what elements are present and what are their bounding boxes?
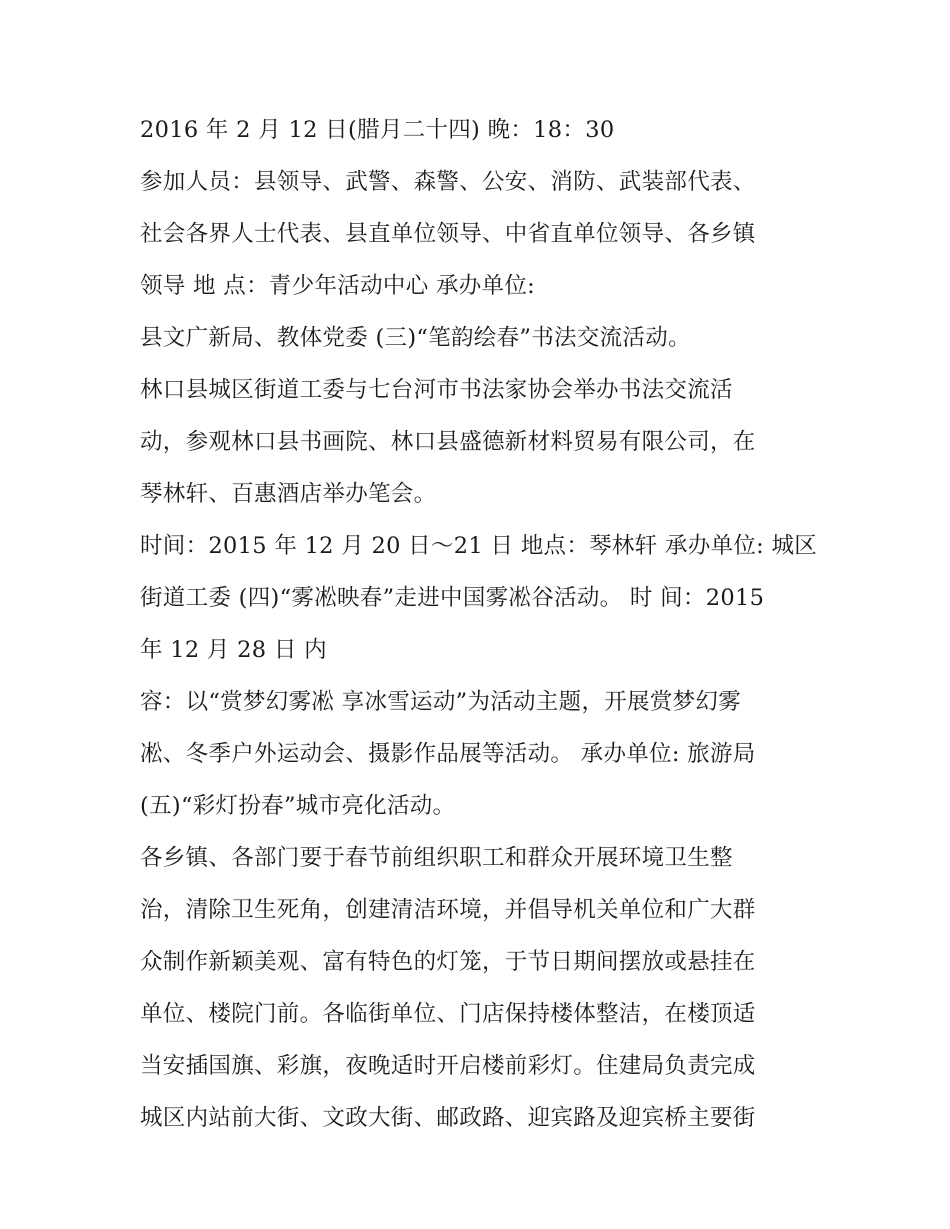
- text-line-4: 领导 地 点：青少年活动中心 承办单位:: [140, 273, 536, 299]
- text-line-20: 城区内站前大街、文政大街、邮政路、迎宾路及迎宾桥主要街: [140, 1105, 756, 1131]
- text-line-16: 治，清除卫生死角，创建清洁环境，并倡导机关单位和广大群: [140, 897, 756, 923]
- text-line-9: 时间：2015 年 12 月 20 日～21 日 地点：琴林轩 承办单位: 城区: [140, 533, 818, 559]
- text-line-14: (五)“彩灯扮春”城市亮化活动。: [140, 793, 456, 819]
- text-line-18: 单位、楼院门前。各临街单位、门店保持楼体整洁，在楼顶适: [140, 1001, 756, 1027]
- text-line-10: 街道工委 (四)“雾凇映春”走进中国雾凇谷活动。 时 间：2015: [140, 585, 765, 611]
- text-line-17: 众制作新颖美观、富有特色的灯笼，于节日期间摆放或悬挂在: [140, 949, 756, 975]
- text-line-11: 年 12 月 28 日 内: [140, 637, 327, 663]
- text-line-12: 容：以“赏梦幻雾凇 享冰雪运动”为活动主题，开展赏梦幻雾: [140, 689, 742, 715]
- text-line-3: 社会各界人士代表、县直单位领导、中省直单位领导、各乡镇: [140, 221, 756, 247]
- text-line-13: 凇、冬季户外运动会、摄影作品展等活动。 承办单位: 旅游局: [140, 741, 756, 767]
- text-line-5: 县文广新局、教体党委 (三)“笔韵绘春”书法交流活动。: [140, 325, 691, 351]
- text-line-6: 林口县城区街道工委与七台河市书法家协会举办书法交流活: [140, 377, 733, 403]
- text-line-15: 各乡镇、各部门要于春节前组织职工和群众开展环境卫生整: [140, 845, 733, 871]
- text-line-7: 动，参观林口县书画院、林口县盛德新材料贸易有限公司，在: [140, 429, 756, 455]
- text-line-1: 2016 年 2 月 12 日(腊月二十四) 晚：18：30: [140, 117, 615, 143]
- document-body: [140, 104, 820, 1144]
- text-line-19: 当安插国旗、彩旗，夜晚适时开启楼前彩灯。住建局负责完成: [140, 1053, 756, 1079]
- text-line-2: 参加人员：县领导、武警、森警、公安、消防、武装部代表、: [140, 169, 756, 195]
- text-line-8: 琴林轩、百惠酒店举办笔会。: [140, 481, 437, 507]
